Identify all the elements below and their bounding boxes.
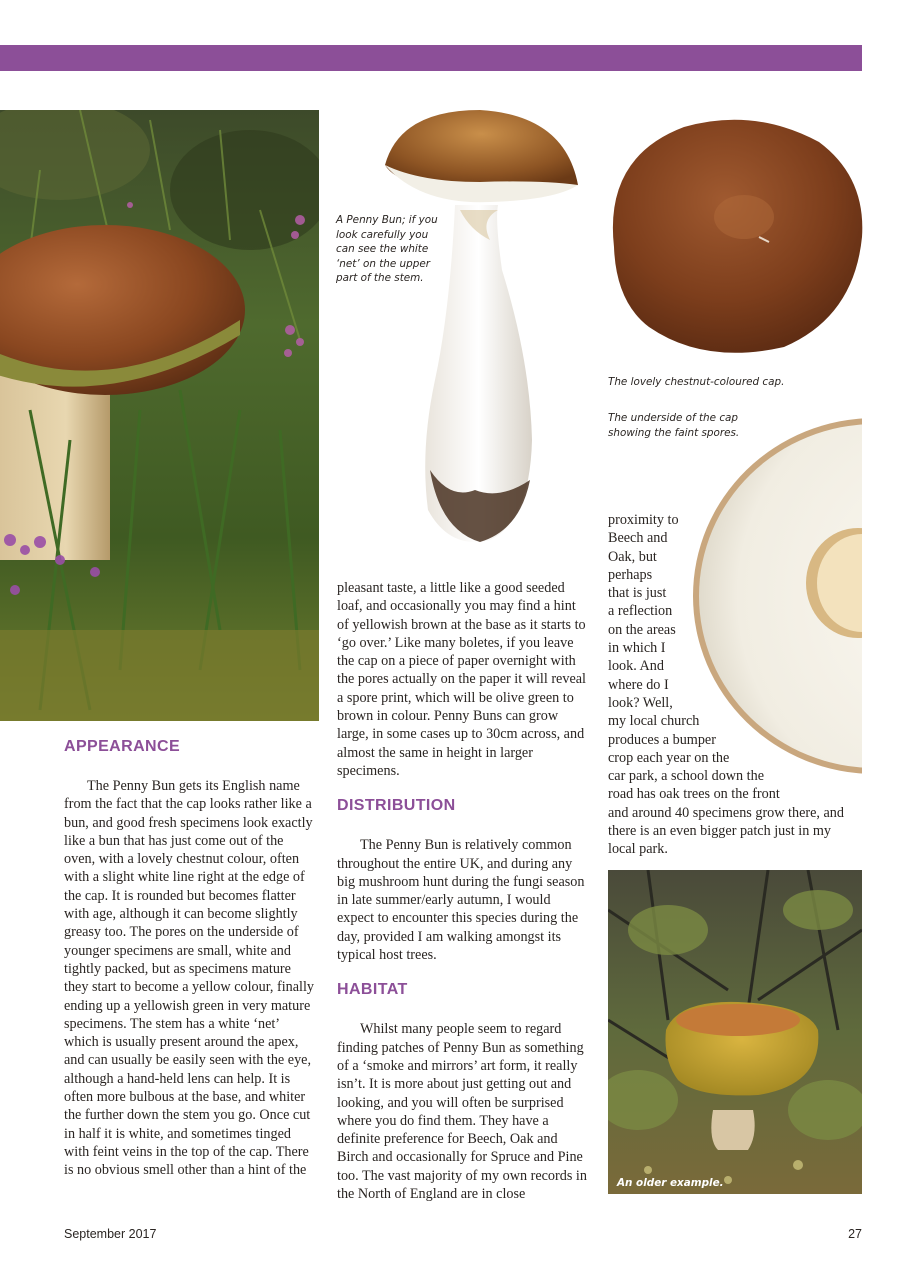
habitat-text: Whilst many people seem to regard finding patches of Penny Bun as something of a ‘smoke and mirrors’ art form, it really isn’t. It is more about just getting out and looking, and you will often be surprised where you do find them. They have a definite preference for Beech, Oak and Birch and occasionally for Spruce and Pine too. The vast majority of my own records in the North of England are in close [337, 1021, 587, 1203]
habitat-line: my local church [608, 713, 700, 730]
page-number: 27 [848, 1227, 862, 1241]
distribution-text: The Penny Bun is relatively common throughout the entire UK, and during any big mushroom hunt during the fungi season in late summer/early autumn, I would expect to encounter this species during the day, provided I am walking amongst its typical host trees. [337, 837, 585, 964]
habitat-line: Beech and [608, 530, 668, 547]
older-example-caption: An older example. [617, 1177, 724, 1189]
habitat-heading: HABITAT [337, 981, 408, 999]
habitat-line: road has oak trees on the front [608, 786, 780, 803]
distribution-heading: DISTRIBUTION [337, 797, 456, 815]
habitat-continued [608, 511, 860, 859]
header-bar [0, 45, 862, 71]
habitat-line: on the areas [608, 621, 676, 638]
habitat-line: perhaps [608, 566, 653, 583]
penny-bun-caption: A Penny Bun; if you look carefully you can see the white ‘net’ on the upper part of the stem. [336, 214, 438, 285]
habitat-line: produces a bumper [608, 731, 716, 748]
appearance-text: The Penny Bun gets its English name from the fact that the cap looks rather like a bun, and good fresh specimens look exactly like a bun that has just come out of the oven, with a lovely chestnut colour, often with a slight white line right at the edge of the cap. It is rounded but becomes flatter with age, although it can become slightly greasy too. The pores on the underside of younger specimens are small, white and tightly packed, but as specimens mature they start to become a yellow colour, finally ending up a yellowish green in very mature specimens. The stem has a white ‘net’ which is usually present around the apex, and can usually be easily seen with the eye, although a hand-held lens can help. It is often more bulbous at the base, and whiter the further down the stem you go. Once cut in half it is white, and sometimes tinged with feint veins in the top of the cap. There is no obvious smell other than a hint of the [64, 778, 314, 1179]
habitat-line: proximity to [608, 512, 679, 528]
habitat-line: car park, a school down the [608, 768, 765, 785]
habitat-line: where do I [608, 676, 669, 693]
habitat-line: in which I [608, 640, 666, 657]
habitat-line: a reflection [608, 603, 673, 620]
habitat-line: Oak, but [608, 548, 657, 565]
chestnut-cap-photo [604, 117, 864, 357]
habitat-line: look? Well, [608, 694, 673, 711]
column-two [337, 579, 589, 1203]
habitat-continued-text: and around 40 specimens grow there, and there is an even bigger patch just in my local park. [608, 804, 844, 858]
cap-caption: The lovely chestnut-coloured cap. [608, 376, 785, 388]
appearance-section [64, 738, 315, 1180]
habitat-wrap-lines [608, 511, 860, 804]
penny-bun-heather-photo [0, 110, 319, 721]
appearance-continued-text: pleasant taste, a little like a good seeded loaf, and occasionally you may find a hint of yellowish brown at the base as it starts to ‘go over.’ Like many boletes, if you leave the cap on a piece of paper overnight with the pores actually on the paper it will reveal a spore print, which will be olive green to brown in colour. Penny Buns can grow large, in some cases up to 30cm across, and almost the same in height in larger specimens. [337, 580, 586, 779]
habitat-line: that is just [608, 585, 667, 602]
habitat-line: crop each year on the [608, 749, 730, 766]
underside-caption: The underside of the cap showing the faint spores. [608, 412, 740, 439]
footer-date: September 2017 [64, 1227, 157, 1241]
habitat-line: look. And [608, 658, 664, 675]
whole-mushroom-photo [380, 110, 580, 560]
appearance-heading: APPEARANCE [64, 738, 181, 755]
older-example-photo [608, 870, 862, 1194]
